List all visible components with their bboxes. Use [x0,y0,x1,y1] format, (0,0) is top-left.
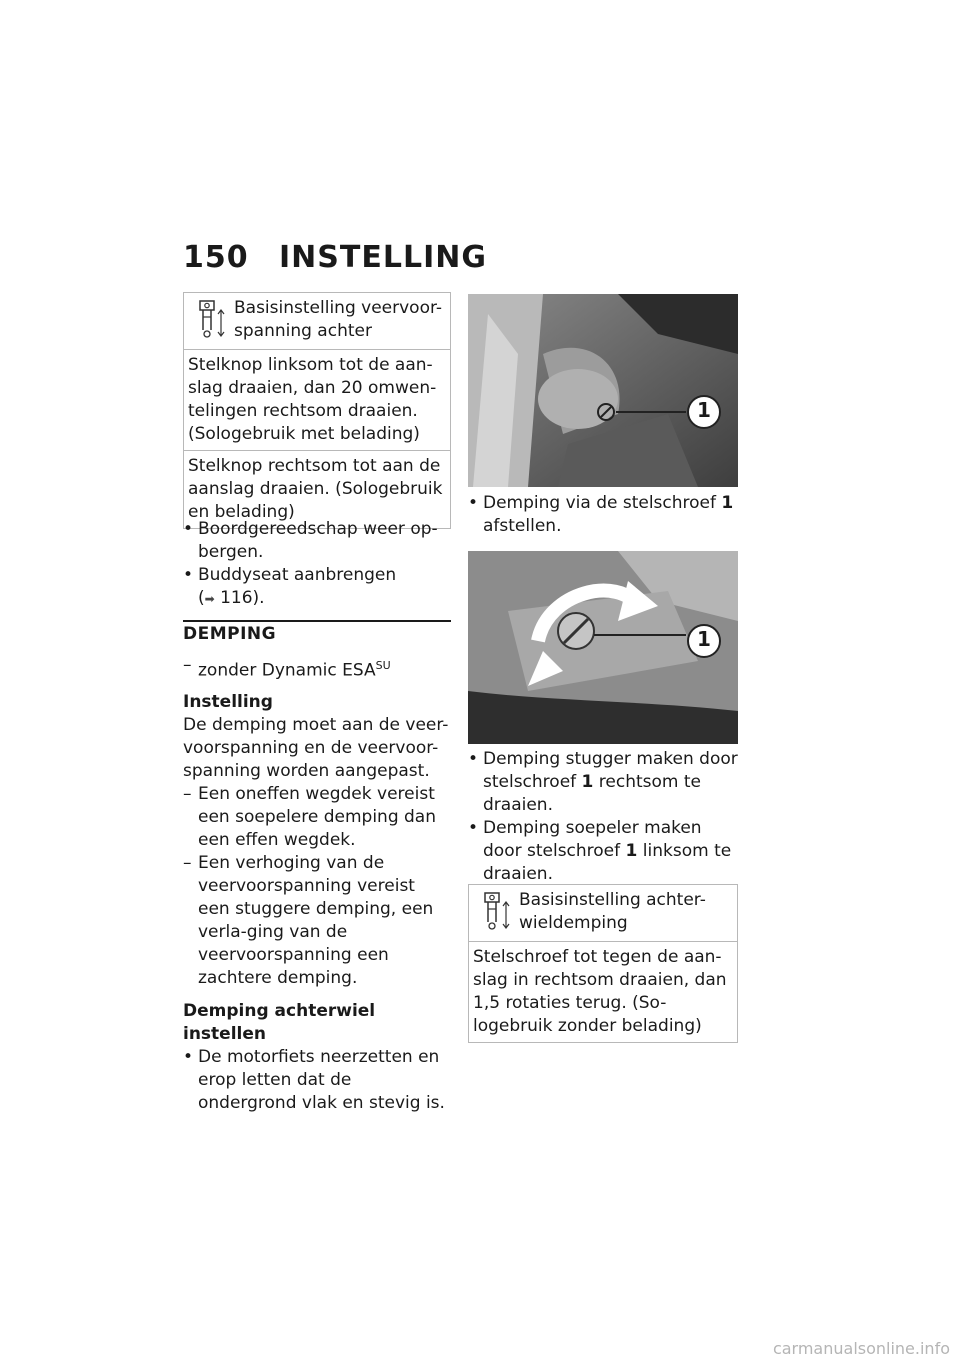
bullet-list-top [183,518,451,611]
text-post: afstellen. [483,516,562,536]
text-post: rechtsom te draaien. [483,772,702,815]
callout-1: 1 [697,627,711,651]
basic-setting-title: Basisinstelling achter-wieldemping [519,890,706,933]
watermark: carmanualsonline.info [772,1339,950,1358]
page-header [183,240,487,275]
arrow-right-icon: ➡ [204,592,215,606]
basic-setting-row: Stelknop linksom tot de aan-slag draaien, dan 20 omwen-telingen rechtsom draaien. (Sologebruik met belading) [184,350,450,451]
basic-setting-row: Stelschroef tot tegen de aan-slag in rechtsom draaien, dan 1,5 rotaties terug. (So-logebruik zonder belading) [473,947,727,1036]
basic-setting-row: Stelknop rechtsom tot aan de aanslag draaien. (Sologebruik en belading) [188,456,443,522]
ref-number: 1 [581,772,594,792]
dash-item: – Een verhoging van de veervoorspanning vereist een stuggere demping, een verla-ging van de veervoorspanning een zachtere demping. [183,852,451,990]
ref-number: 1 [721,493,734,513]
photo-illustration [468,294,738,487]
shock-absorber-icon [192,297,228,341]
basic-setting-box-rear-damping [468,884,738,1043]
section-body [183,654,451,1115]
photo-damping-screw [468,294,738,487]
text-pre: Demping soepeler maken door stelschroef [483,818,702,861]
variant-note [183,654,451,683]
bullet-list-r1 [468,492,738,538]
section-divider [183,620,451,622]
subheading-demping: Demping achterwiel instellen [183,1000,376,1044]
list-item [468,748,738,817]
section-title: DEMPING [183,624,277,644]
list-item [468,817,738,886]
photo-damping-direction [468,551,738,744]
dash-item: – Een oneffen wegdek vereist een soepelere demping dan een effen wegdek. [183,783,451,852]
basic-setting-header [469,885,737,942]
bullet-list-r2 [468,748,738,886]
ref-number: 1 [625,841,638,861]
basic-setting-box-spring-preload [183,292,451,529]
subheading-instelling: Instelling [183,691,273,712]
page-number: 150 [183,240,249,275]
shock-absorber-icon [477,889,513,933]
list-item: • Buddyseat aanbrengen (➡ 116). [183,564,451,611]
variant-sup: SU [375,659,391,672]
text-pre: Demping via de stelschroef [483,493,722,513]
basic-setting-header [184,293,450,350]
basic-setting-title: Basisinstelling veervoor-spanning achter [234,298,443,341]
text-pre: Demping stugger maken door stelschroef [483,749,738,792]
page-title: INSTELLING [279,240,487,275]
list-item: • De motorfiets neerzetten en erop letten dat de ondergrond vlak en stevig is. [183,1046,451,1115]
list-item [468,492,738,538]
text-post: linksom te draaien. [483,841,732,884]
list-item: • Boordgereedschap weer op-bergen. [183,518,451,564]
callout-1: 1 [697,398,711,422]
variant-text: zonder Dynamic ESA [198,660,376,681]
paragraph: De demping moet aan de veer-voorspanning en de veervoor-spanning worden aangepast. [183,714,449,781]
